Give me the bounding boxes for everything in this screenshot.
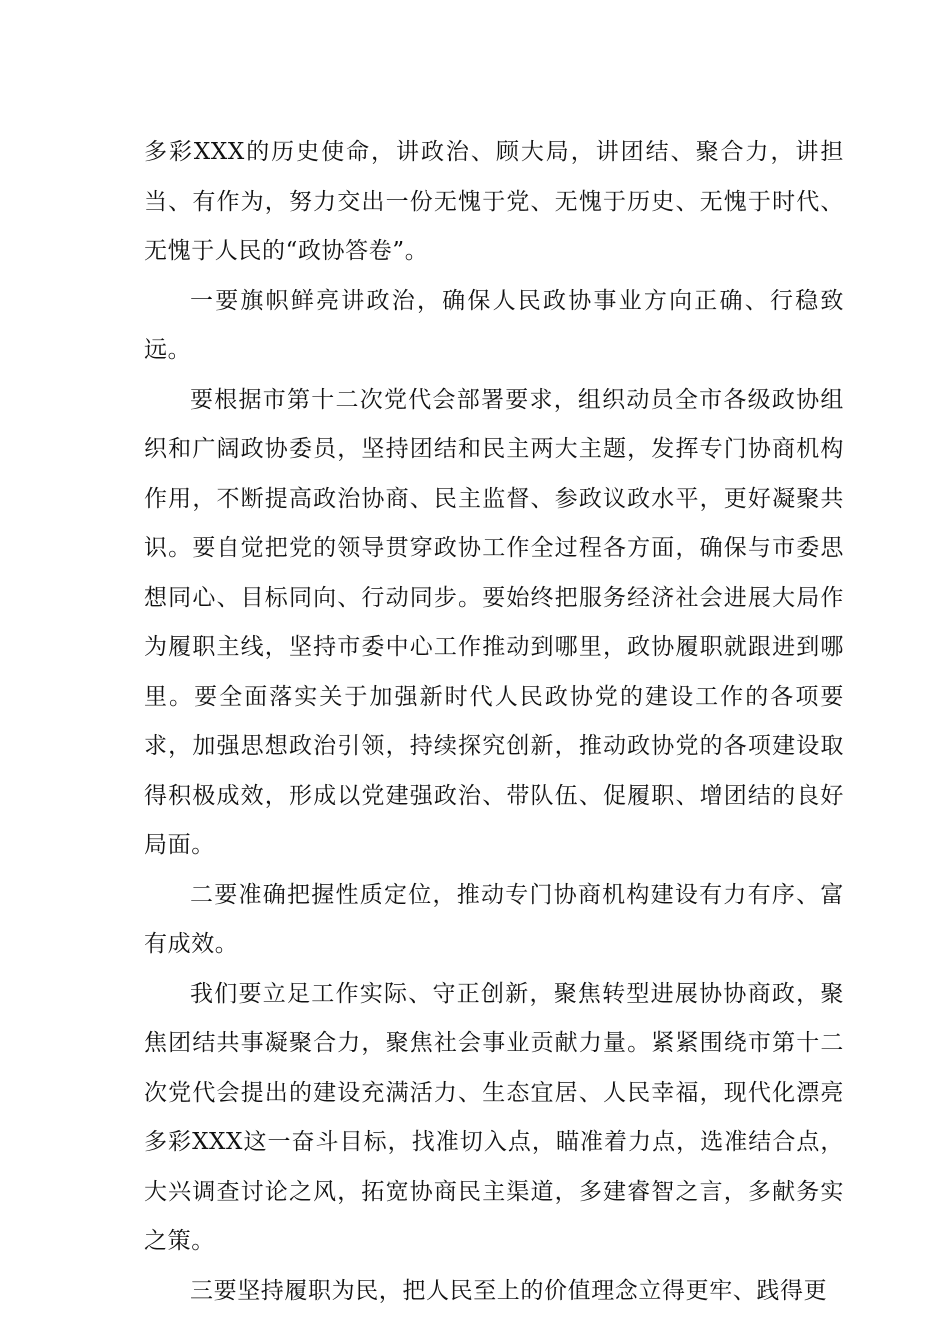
paragraph-1: 多彩XXX的历史使命，讲政治、顾大局，讲团结、聚合力，讲担当、有作为，努力交出一份无愧于党、无愧于历史、无愧于时代、无愧于人民的“政协答卷”。 — [144, 139, 844, 264]
paragraph-6-heading: 三要坚持履职为民，把人民至上的价值理念立得更牢、践得更 — [190, 1277, 828, 1304]
paragraph-4-heading: 二要准确把握性质定位，推动专门协商机构建设有力有序、富有成效。 — [144, 881, 844, 957]
paragraph-5: 我们要立足工作实际、守正创新，聚焦转型进展协协商政，聚焦团结共事凝聚合力，聚焦社会事业贡献力量。紧紧围绕市第十二次党代会提出的建设充满活力、生态宜居、人民幸福，现代化漂亮多彩XXX这一奋斗目标，找准切入点，瞄准着力点，选准结合点，大兴调查讨论之风，拓宽协商民主渠道，多建睿智之言，多献务实之策。 — [144, 980, 844, 1254]
paragraph-2-heading: 一要旗帜鲜亮讲政治，确保人民政协事业方向正确、行稳致远。 — [144, 287, 844, 363]
document-body — [144, 128, 844, 1316]
paragraph-3: 要根据市第十二次党代会部署要求，组织动员全市各级政协组织和广阔政协委员，坚持团结和民主两大主题，发挥专门协商机构作用，不断提高政治协商、民主监督、参政议政水平，更好凝聚共识。要自觉把党的领导贯穿政协工作全过程各方面，确保与市委思想同心、目标同向、行动同步。要始终把服务经济社会进展大局作为履职主线，坚持市委中心工作推动到哪里，政协履职就跟进到哪里。要全面落实关于加强新时代人民政协党的建设工作的各项要求，加强思想政治引领，持续探究创新，推动政协党的各项建设取得积极成效，形成以党建强政治、带队伍、促履职、增团结的良好局面。 — [144, 386, 844, 858]
